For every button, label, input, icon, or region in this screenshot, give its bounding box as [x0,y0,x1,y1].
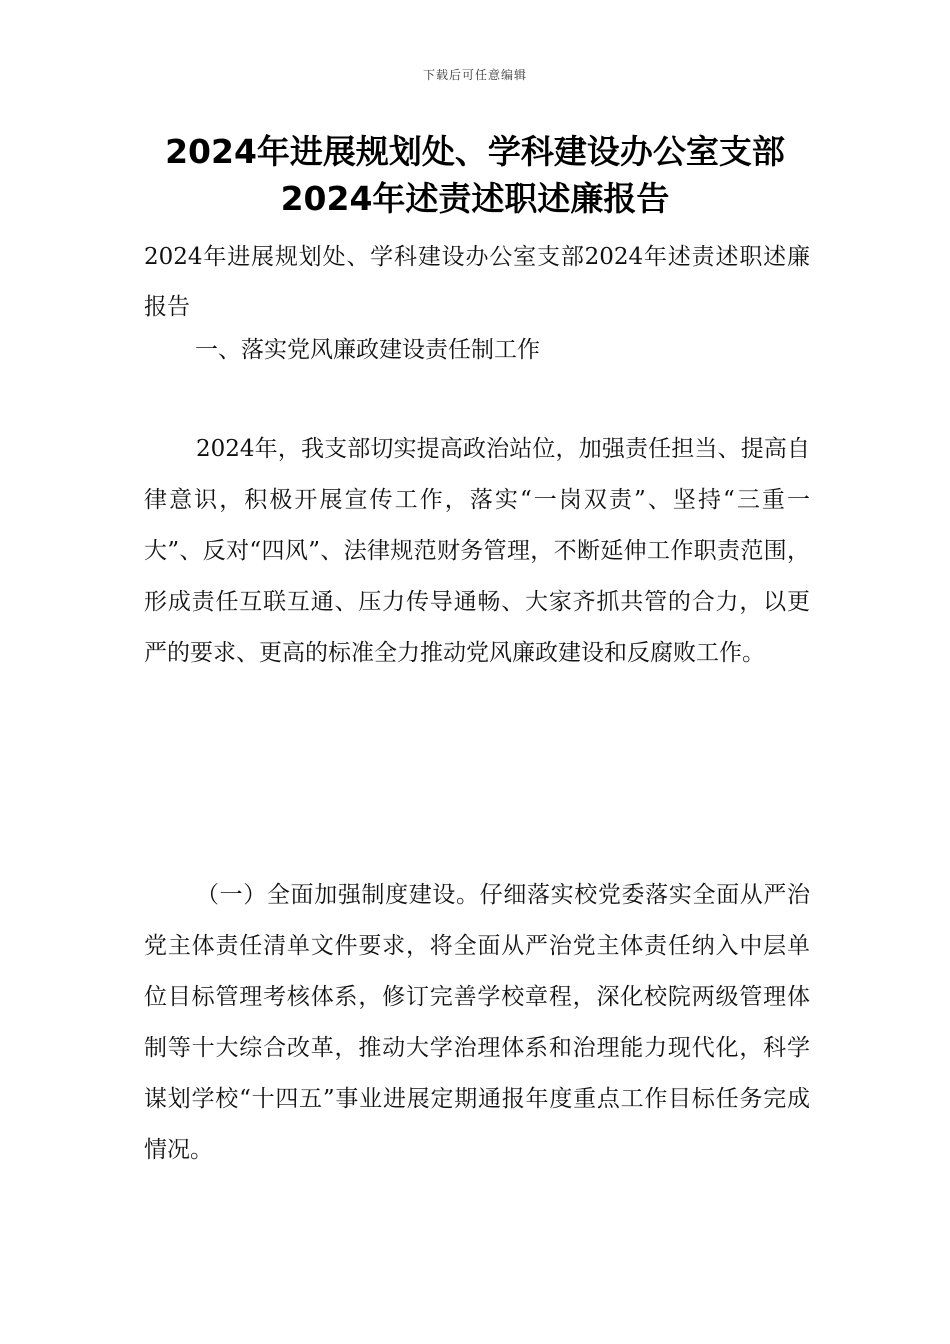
body-paragraph: 2024年，我支部切实提高政治站位，加强责任担当、提高自律意识，积极开展宣传工作，落实“一岗双责”、坚持“三重一大”、反对“四风”、法律规范财务管理，不断延伸工作职责范围，形成责任互联互通、压力传导通畅、大家齐抓共管的合力，以更严的要求、更高的标准全力推动党风廉政建设和反腐败工作。 [144,436,810,666]
header-note: 下载后可任意编辑 [422,68,527,82]
section-heading: 一、落实党风廉政建设责任制工作 [195,337,540,363]
document-title: 2024年进展规划处、学科建设办公室支部2024年述责述职述廉报告 [165,132,785,218]
body-paragraph: （一）全面加强制度建设。仔细落实校党委落实全面从严治党主体责任清单文件要求，将全面从严治党主体责任纳入中层单位目标管理考核体系，修订完善学校章程，深化校院两级管理体制等十大综合改革，推动大学治理体系和治理能力现代化，科学谋划学校“十四五”事业进展定期通报年度重点工作目标任务完成情况。 [144,882,810,1163]
document-subtitle: 2024年进展规划处、学科建设办公室支部2024年述责述职述廉报告 [144,244,810,320]
